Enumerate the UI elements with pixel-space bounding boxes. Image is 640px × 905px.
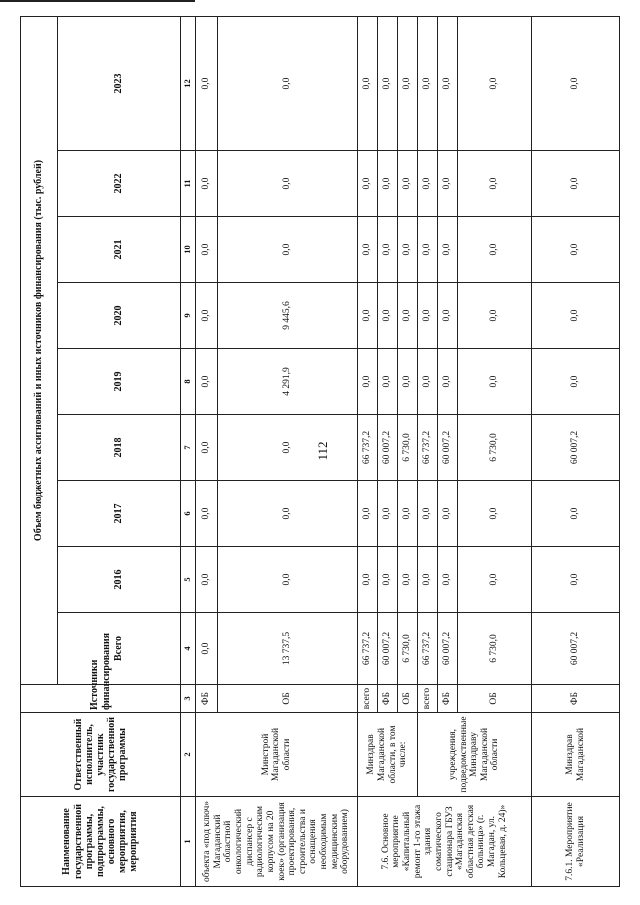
cell-total: 66 737,2 bbox=[418, 613, 438, 685]
row-name: объекта «под ключ» Магаданский областной онкологический диспансер с радиологическим корпусом на 20 коек» (организация проектирования, строительства и оснащения необходимым медицинским оборудованием) bbox=[196, 797, 358, 887]
header-source: Источники финансирования bbox=[21, 685, 181, 713]
header-year: 2021 bbox=[58, 217, 181, 283]
cell-2023: 0,0 bbox=[458, 17, 532, 151]
cell-2020: 0,0 bbox=[458, 283, 532, 349]
cell-2020: 0,0 bbox=[532, 283, 620, 349]
header-year: 2023 bbox=[58, 17, 181, 151]
header-funding: Объем бюджетных ассигнований и иных источников финансирования (тыс. рублей) bbox=[21, 17, 58, 685]
header-row-numbers bbox=[181, 17, 196, 887]
cell-2016: 0,0 bbox=[532, 547, 620, 613]
cell-2022: 0,0 bbox=[398, 151, 418, 217]
cell-2021: 0,0 bbox=[196, 217, 218, 283]
cell-2022: 0,0 bbox=[196, 151, 218, 217]
row-executor: учреждения, подведомственные Минздраву Магаданской области bbox=[418, 713, 532, 797]
cell-2022: 0,0 bbox=[358, 151, 378, 217]
row-executor: Минздрав Магаданской области, в том числе: bbox=[358, 713, 418, 797]
cell-2023: 0,0 bbox=[218, 17, 358, 151]
cell-2023: 0,0 bbox=[358, 17, 378, 151]
header-executor: Ответственный исполнитель, участник государственной программы bbox=[21, 713, 181, 797]
cell-2016: 0,0 bbox=[378, 547, 398, 613]
cell-2023: 0,0 bbox=[438, 17, 458, 151]
col-number: 12 bbox=[181, 17, 196, 151]
cell-2020: 0,0 bbox=[358, 283, 378, 349]
header-year: 2016 bbox=[58, 547, 181, 613]
cell-2020: 0,0 bbox=[196, 283, 218, 349]
cell-2022: 0,0 bbox=[418, 151, 438, 217]
col-number: 8 bbox=[181, 349, 196, 415]
cell-2022: 0,0 bbox=[532, 151, 620, 217]
cell-2016: 0,0 bbox=[458, 547, 532, 613]
col-number: 10 bbox=[181, 217, 196, 283]
cell-2021: 0,0 bbox=[378, 217, 398, 283]
cell-2017: 0,0 bbox=[458, 481, 532, 547]
cell-2018: 6 730,0 bbox=[458, 415, 532, 481]
cell-2022: 0,0 bbox=[458, 151, 532, 217]
header-year: 2020 bbox=[58, 283, 181, 349]
table-row bbox=[196, 17, 218, 887]
cell-2016: 0,0 bbox=[218, 547, 358, 613]
col-number: 9 bbox=[181, 283, 196, 349]
cell-2019: 0,0 bbox=[532, 349, 620, 415]
row-source: ОБ bbox=[458, 685, 532, 713]
cell-2019: 0,0 bbox=[358, 349, 378, 415]
cell-2016: 0,0 bbox=[418, 547, 438, 613]
row-source: ФБ bbox=[532, 685, 620, 713]
cell-2017: 0,0 bbox=[378, 481, 398, 547]
row-executor: Минстрой Магаданской области bbox=[196, 713, 358, 797]
cell-2022: 0,0 bbox=[438, 151, 458, 217]
cell-2019: 0,0 bbox=[398, 349, 418, 415]
row-source: ФБ bbox=[196, 685, 218, 713]
cell-2017: 0,0 bbox=[218, 481, 358, 547]
cell-2018: 66 737,2 bbox=[418, 415, 438, 481]
col-number: 2 bbox=[181, 713, 196, 797]
row-name: 7.6.1. Мероприятие «Реализация bbox=[532, 797, 620, 887]
cell-2016: 0,0 bbox=[438, 547, 458, 613]
cell-total: 66 737,2 bbox=[358, 613, 378, 685]
row-name: 7.6. Основное мероприятие «Капитальный ремонт 1-го этажа здания соматического стационара ГБУЗ «Магаданская областная детская больница» (г. Магадан, ул. Кольцевая, д. 24)» bbox=[358, 797, 532, 887]
cell-2017: 0,0 bbox=[532, 481, 620, 547]
header-year: 2018 bbox=[58, 415, 181, 481]
cell-2018: 0,0 bbox=[218, 415, 358, 481]
cell-2017: 0,0 bbox=[418, 481, 438, 547]
header-year: 2022 bbox=[58, 151, 181, 217]
cell-2023: 0,0 bbox=[196, 17, 218, 151]
cell-2017: 0,0 bbox=[196, 481, 218, 547]
cell-total: 60 007,2 bbox=[438, 613, 458, 685]
cell-2019: 0,0 bbox=[458, 349, 532, 415]
page-number: 112 bbox=[315, 441, 330, 461]
header-year: 2017 bbox=[58, 481, 181, 547]
cell-total: 60 007,2 bbox=[532, 613, 620, 685]
cell-2018: 60 007,2 bbox=[532, 415, 620, 481]
col-number: 7 bbox=[181, 415, 196, 481]
row-source: ОБ bbox=[218, 685, 358, 713]
cell-2020: 0,0 bbox=[438, 283, 458, 349]
col-number: 6 bbox=[181, 481, 196, 547]
cell-2019: 0,0 bbox=[418, 349, 438, 415]
cell-2016: 0,0 bbox=[398, 547, 418, 613]
rotated-table-wrapper bbox=[20, 17, 620, 887]
header-year: 2019 bbox=[58, 349, 181, 415]
row-source: ФБ bbox=[378, 685, 398, 713]
header-row-1 bbox=[21, 17, 58, 887]
cell-total: 13 737,5 bbox=[218, 613, 358, 685]
cell-2021: 0,0 bbox=[358, 217, 378, 283]
cell-2017: 0,0 bbox=[358, 481, 378, 547]
cell-2020: 0,0 bbox=[398, 283, 418, 349]
cell-2023: 0,0 bbox=[532, 17, 620, 151]
cell-2016: 0,0 bbox=[358, 547, 378, 613]
cell-2023: 0,0 bbox=[378, 17, 398, 151]
cell-2023: 0,0 bbox=[398, 17, 418, 151]
cell-2019: 4 291,9 bbox=[218, 349, 358, 415]
col-number: 11 bbox=[181, 151, 196, 217]
row-executor: Минздрав Магаданской bbox=[532, 713, 620, 797]
row-source: ФБ bbox=[438, 685, 458, 713]
table-row bbox=[418, 17, 438, 887]
cell-2021: 0,0 bbox=[438, 217, 458, 283]
funding-table bbox=[20, 16, 620, 887]
header-total: Всего bbox=[58, 613, 181, 685]
cell-2018: 66 737,2 bbox=[358, 415, 378, 481]
row-source: ОБ bbox=[398, 685, 418, 713]
cell-2019: 0,0 bbox=[196, 349, 218, 415]
cell-2021: 0,0 bbox=[398, 217, 418, 283]
cell-2020: 0,0 bbox=[418, 283, 438, 349]
cell-2018: 0,0 bbox=[196, 415, 218, 481]
cell-2017: 0,0 bbox=[438, 481, 458, 547]
top-rule bbox=[0, 0, 195, 2]
table-row bbox=[532, 17, 620, 887]
cell-2019: 0,0 bbox=[378, 349, 398, 415]
cell-2018: 6 730,0 bbox=[398, 415, 418, 481]
row-source: всего bbox=[418, 685, 438, 713]
cell-2020: 9 445,6 bbox=[218, 283, 358, 349]
cell-2019: 0,0 bbox=[438, 349, 458, 415]
cell-total: 0,0 bbox=[196, 613, 218, 685]
cell-2016: 0,0 bbox=[196, 547, 218, 613]
cell-total: 6 730,0 bbox=[458, 613, 532, 685]
cell-total: 60 007,2 bbox=[378, 613, 398, 685]
cell-2021: 0,0 bbox=[418, 217, 438, 283]
cell-total: 6 730,0 bbox=[398, 613, 418, 685]
header-name: Наименование государственной программы, подпрограммы, основного мероприятия, мероприятия bbox=[21, 797, 181, 887]
cell-2021: 0,0 bbox=[458, 217, 532, 283]
table-row bbox=[358, 17, 378, 887]
cell-2023: 0,0 bbox=[418, 17, 438, 151]
col-number: 3 bbox=[181, 685, 196, 713]
cell-2021: 0,0 bbox=[532, 217, 620, 283]
cell-2022: 0,0 bbox=[218, 151, 358, 217]
col-number: 1 bbox=[181, 797, 196, 887]
cell-2021: 0,0 bbox=[218, 217, 358, 283]
col-number: 4 bbox=[181, 613, 196, 685]
cell-2020: 0,0 bbox=[378, 283, 398, 349]
cell-2018: 60 007,2 bbox=[438, 415, 458, 481]
cell-2018: 60 007,2 bbox=[378, 415, 398, 481]
cell-2022: 0,0 bbox=[378, 151, 398, 217]
cell-2017: 0,0 bbox=[398, 481, 418, 547]
row-source: всего bbox=[358, 685, 378, 713]
col-number: 5 bbox=[181, 547, 196, 613]
